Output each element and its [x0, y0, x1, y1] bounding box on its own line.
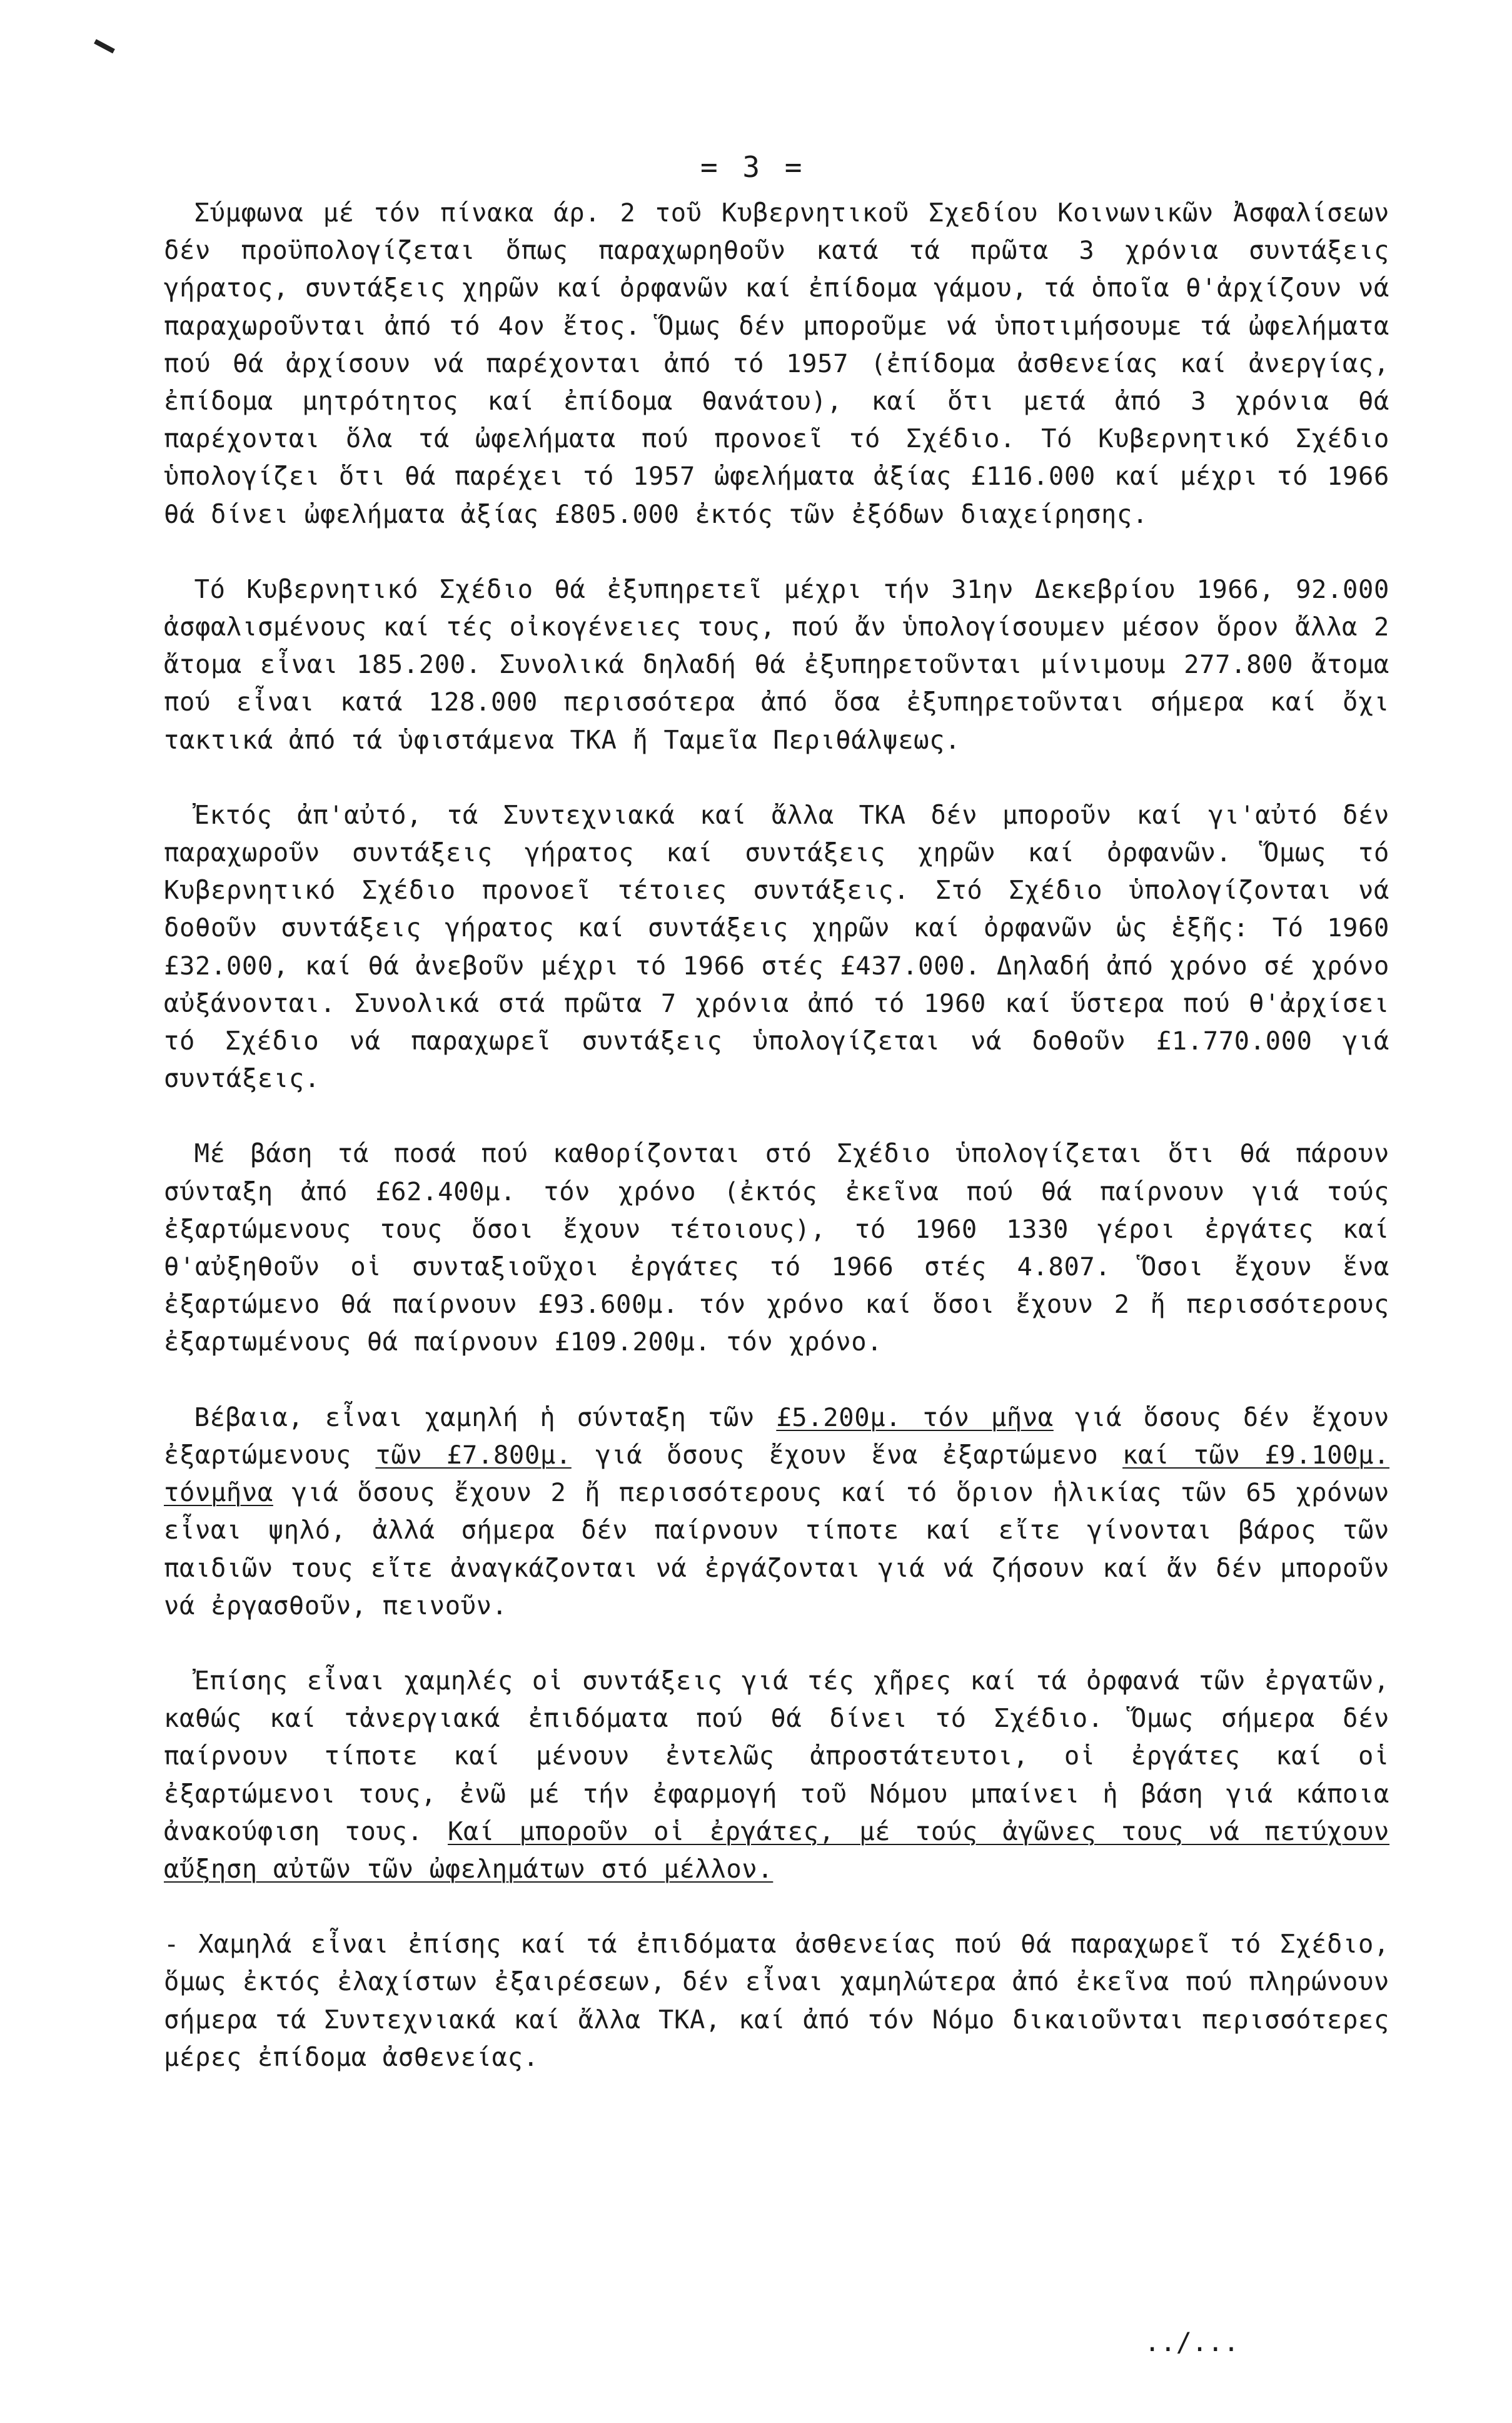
continuation-mark: ../... [1144, 2327, 1239, 2357]
text-segment: γιά ὅσους ἔχουν 2 ἤ περισσότερους καί τό ὅριον ἡλικίας τῶν 65 χρόνων εἶναι ψηλό, ἀλλά σήμερα δέν παίρνουν τίποτε καί εἴτε γίνονται βάρος τῶν παιδιῶν τους εἴτε ἀναγκάζονται νά ἐργάζονται γιά νά ζήσουν καί ἄν δέν μποροῦν νά ἐργασθοῦν, πεινοῦν. [164, 1477, 1389, 1621]
text-segment: Ἐπίσης εἶναι χαμηλές οἱ συντάξεις γιά τές χῆρες καί τά ὀρφανά τῶν ἐργατῶν, καθώς καί τἀνεργιακά ἐπιδόματα πού θά δίνει τό Σχέδιο. Ὅμως σήμερα δέν παίρνουν τίποτε καί μένουν ἐντελῶς ἀπροστάτευτοι, οἱ ἐργάτες καί οἱ ἐξαρτώμενοι τους, ἐνῶ μέ τήν ἐφαρμογή τοῦ Νόμου μπαίνει ἡ βάση γιά κάποια ἀνακούφιση τους. [164, 1665, 1389, 1846]
paragraph-pension-table: Σύμφωνα μέ τόν πίνακα άρ. 2 τοῦ Κυβερνητικοῦ Σχεδίου Κοινωνικῶν Ἀσφαλίσεων δέν προϋπολογίζεται ὅπως παραχωρηθοῦν κατά τά πρῶτα 3 χρόνια συντάξεις γήρατος, συντάξεις χηρῶν καί ὀρφανῶν καί ἐπίδομα γάμου, τά ὁποῖα θ'ἀρχίζουν νά παραχωροῦνται ἀπό τό 4ον ἔτος. Ὅμως δέν μποροῦμε νά ὑποτιμήσουμε τά ὠφελήματα πού θά ἀρχίσουν νά παρέχονται ἀπό τό 1957 (ἐπίδομα ἀσθενείας καί ἀνεργίας, ἐπίδομα μητρότητος καί ἐπίδομα θανάτου), καί ὅτι μετά ἀπό 3 χρόνια θά παρέχονται ὅλα τά ὠφελήματα πού προνοεῖ τό Σχέδιο. Τό Κυβερνητικό Σχέδιο ὑπολογίζει ὅτι θά παρέχει τό 1957 ὠφελήματα ἀξίας £116.000 καί μέχρι τό 1966 θά δίνει ὠφελήματα ἀξίας £805.000 ἐκτός τῶν ἐξόδων διαχείρησης. [164, 198, 1389, 529]
paragraph-insured-persons: Τό Κυβερνητικό Σχέδιο θά ἐξυπηρετεῖ μέχρι τήν 31ην Δεκεβρίου 1966, 92.000 ἀσφαλισμένους καί τές οἰκογένειες τους, πού ἄν ὑπολογίσουμεν μέσον ὅρον ἄλλα 2 ἄτομα εἶναι 185.200. Συνολικά δηλαδή θά ἐξυπηρετοῦνται μίνιμουμ 277.800 ἄτομα πού εἶναι κατά 128.000 περισσότερα ἀπό ὅσα ἐξυπηρετοῦνται σήμερα καί ὄχι τακτικά ἀπό τά ὑφιστάμενα ΤΚΑ ἤ Ταμεῖα Περιθάλψεως. [164, 574, 1389, 755]
text-segment: γιά ὅσους δέν ἔχουν ἐξαρτώμενους [164, 1402, 1389, 1470]
text-segment: γιά ὅσους ἔχουν ἕνα ἐξαρτώμενο [571, 1439, 1123, 1470]
page-number: = 3 = [700, 150, 806, 184]
text-segment: Βέβαια, εἶναι χαμηλή ἡ σύνταξη τῶν [194, 1402, 777, 1432]
paragraph-widows-orphans [164, 1662, 1389, 1888]
underlined-text: καί τῶν £9.100μ. τόνμῆνα [164, 1439, 1390, 1508]
underlined-text: Καί μποροῦν οἱ ἐργάτες, μέ τούς ἀγῶνες τους νά πετύχουν αὔξηση αὐτῶν τῶν ὠφελημάτων στό μέλλον. [164, 1816, 1389, 1884]
paragraph-pension-amounts: Μέ βάση τά ποσά πού καθορίζονται στό Σχέδιο ὑπολογίζεται ὅτι θά πάρουν σύνταξη ἀπό £62.400μ. τόν χρόνο (ἐκτός ἐκεῖνα πού θά παίρνουν γιά τούς ἐξαρτώμενους τους ὅσοι ἔχουν τέτοιους), τό 1960 1330 γέροι ἐργάτες καί θ'αὐξηθοῦν οἱ συνταξιοῦχοι ἐργάτες τό 1966 στές 4.807. Ὅσοι ἔχουν ἕνα ἐξαρτώμενο θά παίρνουν £93.600μ. τόν χρόνο καί ὅσοι ἔχουν 2 ἤ περισσότερους ἐξαρτωμένους θά παίρνουν £109.200μ. τόν χρόνο. [164, 1138, 1389, 1357]
underlined-text: τῶν £7.800μ. [375, 1439, 572, 1470]
paragraph-pensions: Ἐκτός ἀπ'αὐτό, τά Συντεχνιακά καί ἄλλα ΤΚΑ δέν μποροῦν καί γι'αὐτό δέν παραχωροῦν συντάξεις γήρατος καί συντάξεις χηρῶν καί ὀρφανῶν. Ὅμως τό Κυβερνητικό Σχέδιο προνοεῖ τέτοιες συντάξεις. Στό Σχέδιο ὑπολογίζονται νά δοθοῦν συντάξεις γήρατος καί συντάξεις χηρῶν καί ὀρφανῶν ὡς ἑξῆς: Τό 1960 £32.000, καί θά ἀνεβοῦν μέχρι τό 1966 στές £437.000. Δηλαδή ἀπό χρόνο σέ χρόνο αὐξάνονται. Συνολικά στά πρῶτα 7 χρόνια ἀπό τό 1960 καί ὕστερα πού θ'ἀρχίσει τό Σχέδιο νά παραχωρεῖ συντάξεις ὑπολογίζεται νά δοθοῦν £1.770.000 γιά συντάξεις. [164, 799, 1389, 1094]
paragraph-low-pensions [164, 1399, 1389, 1624]
document-body [164, 194, 1389, 2113]
underlined-text: £5.200μ. τόν μῆνα [776, 1402, 1054, 1432]
paragraph-sickness-benefits: - Χαμηλά εἶναι ἐπίσης καί τά ἐπιδόματα ἀσθενείας πού θά παραχωρεῖ τό Σχέδιο, ὅμως ἐκτός ἐλαχίστων ἐξαιρέσεων, δέν εἶναι χαμηλώτερα ἀπό ἐκεῖνα πού πληρώνουν σήμερα τά Συντεχνιακά καί ἄλλα ΤΚΑ, καί ἀπό τόν Νόμο δικαιοῦνται περισσότερες μέρες ἐπίδομα ἀσθενείας. [164, 1929, 1389, 2072]
scan-mark [94, 39, 115, 53]
